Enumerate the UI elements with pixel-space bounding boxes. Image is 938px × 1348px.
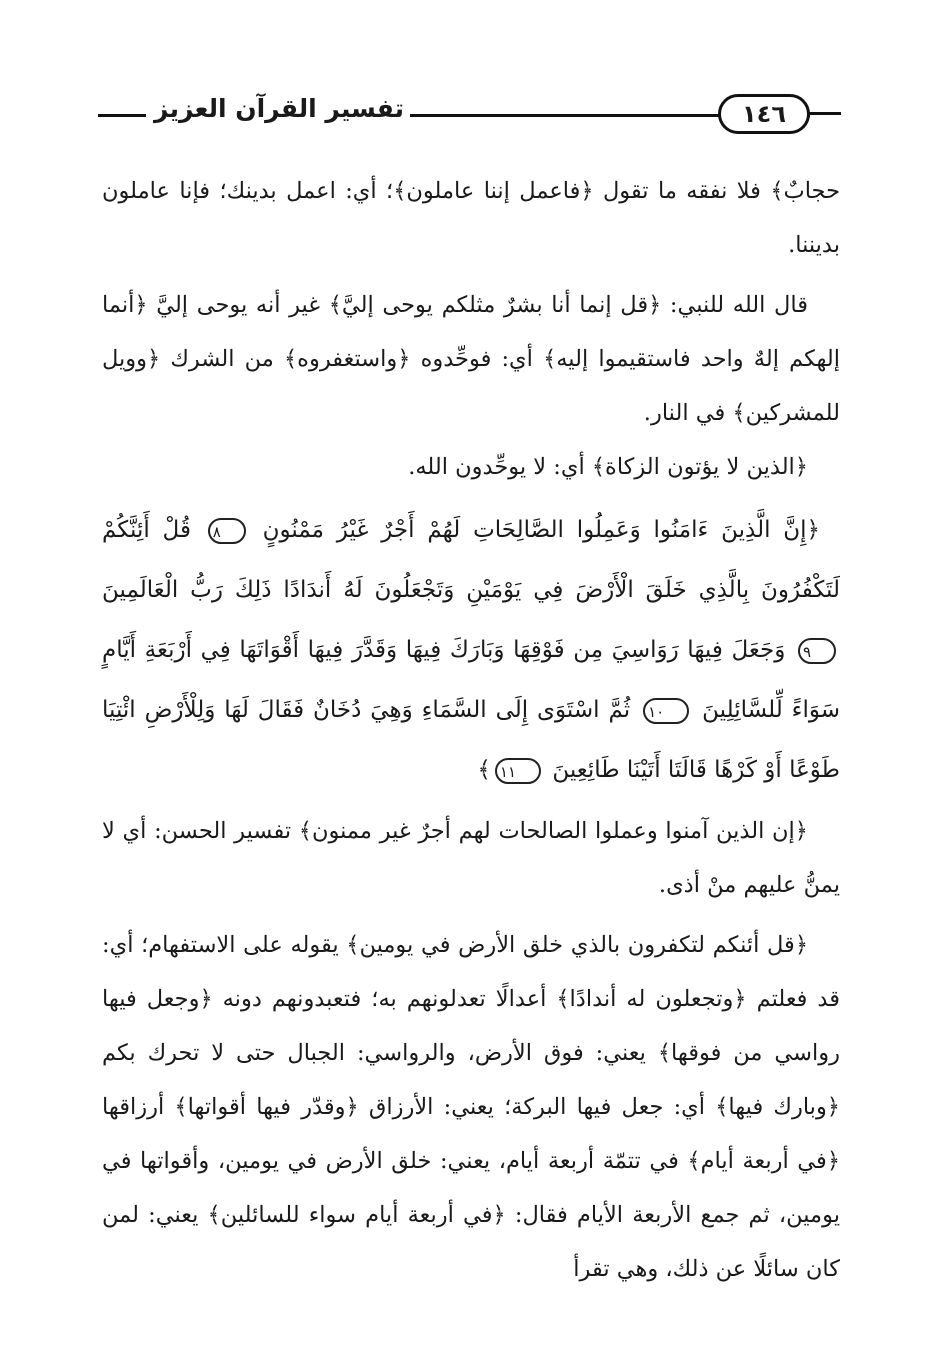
paragraph-1: حجابٌ﴾ فلا نفقه ما تقول ﴿فاعمل إننا عاملون﴾؛ أي: اعمل بدينك؛ فإنا عاملون بديننا. [102,178,840,258]
quran-segment-4: ثُمَّ اسْتَوَى إِلَى السَّمَاءِ وَهِيَ دُخَانٌ فَقَالَ لَهَا وَلِلْأَرْضِ ائْتِيَا طَوْعًا أَوْ كَرْهًا قَالَتَا أَتَيْنَا طَائِعِينَ [102,697,840,783]
paragraph-5: ﴿قل أئنكم لتكفرون بالذي خلق الأرض في يومين﴾ يقوله على الاستفهام؛ أي: قد فعلتم ﴿وتجعلون له أندادًا﴾ أعدالًا تعدلونهم به؛ فتعبدونهم دونه ﴿وجعل فيها رواسي من فوقها﴾ يعني: فوق الأرض، والرواسي: الجبال حتى لا تحرك بكم ﴿وبارك فيها﴾ أي: جعل فيها البركة؛ يعني: الأرزاق ﴿وقدّر فيها أقواتها﴾ أرزاقها ﴿في أربعة أيام﴾ في تتمّة أربعة أيام، يعني: خلق الأرض في يومين، وأقواتها في يومين، ثم جمع الأربعة الأيام فقال: ﴿في أربعة أيام سواء للسائلين﴾ يعني: لمن كان سائلًا عن ذلك، وهي تقرأ [102,932,840,1282]
paragraph-4: ﴿إن الذين آمنوا وعملوا الصالحات لهم أجرٌ غير ممنون﴾ تفسير الحسن: أي لا يمنُّ عليهم منْ أذى. [102,818,840,898]
paragraph-3: ﴿الذين لا يؤتون الزكاة﴾ أي: لا يوحِّدون الله. [408,454,808,480]
quran-closing-bracket: ﴾ [477,757,491,783]
ayah-number-10: ١٠ [643,698,689,724]
ayah-number-9: ٩ [798,638,836,664]
quran-verses [102,500,840,800]
ayah-number-11: ١١ [495,758,541,784]
quran-segment-1: ﴿إِنَّ الَّذِينَ ءَامَنُوا وَعَمِلُوا الصَّالِحَاتِ لَهُمْ أَجْرٌ غَيْرُ مَمْنُونٍ [262,517,821,543]
page-header [98,88,840,144]
paragraph-2: قال الله للنبي: ﴿قل إنما أنا بشرٌ مثلكم يوحى إليَّ﴾ غير أنه يوحى إليَّ ﴿أنما إلهكم إلهٌ واحد فاستقيموا إليه﴾ أي: فوحِّدوه ﴿واستغفروه﴾ من الشرك ﴿وويل للمشركين﴾ في النار. [102,292,840,426]
header-rule-left [98,114,146,117]
page-number: ١٤٦ [718,94,810,134]
running-title: تفسير القرآن العزيز [154,94,404,123]
ayah-number-8: ٨ [208,518,246,544]
quran-segment-2: قُلْ أَئِنَّكُمْ لَتَكْفُرُونَ بِالَّذِي خَلَقَ الْأَرْضَ فِي يَوْمَيْنِ وَتَجْعَلُونَ لَهُ أَندَادًا ذَلِكَ رَبُّ الْعَالَمِينَ [102,517,840,603]
page-body [102,164,840,1296]
quran-segment-3: وَجَعَلَ فِيهَا رَوَاسِيَ مِن فَوْقِهَا وَبَارَكَ فِيهَا وَقَدَّرَ فِيهَا أَقْوَاتَهَا فِي أَرْبَعَةِ أَيَّامٍ سَوَاءً لِّلسَّائِلِينَ [102,637,841,723]
